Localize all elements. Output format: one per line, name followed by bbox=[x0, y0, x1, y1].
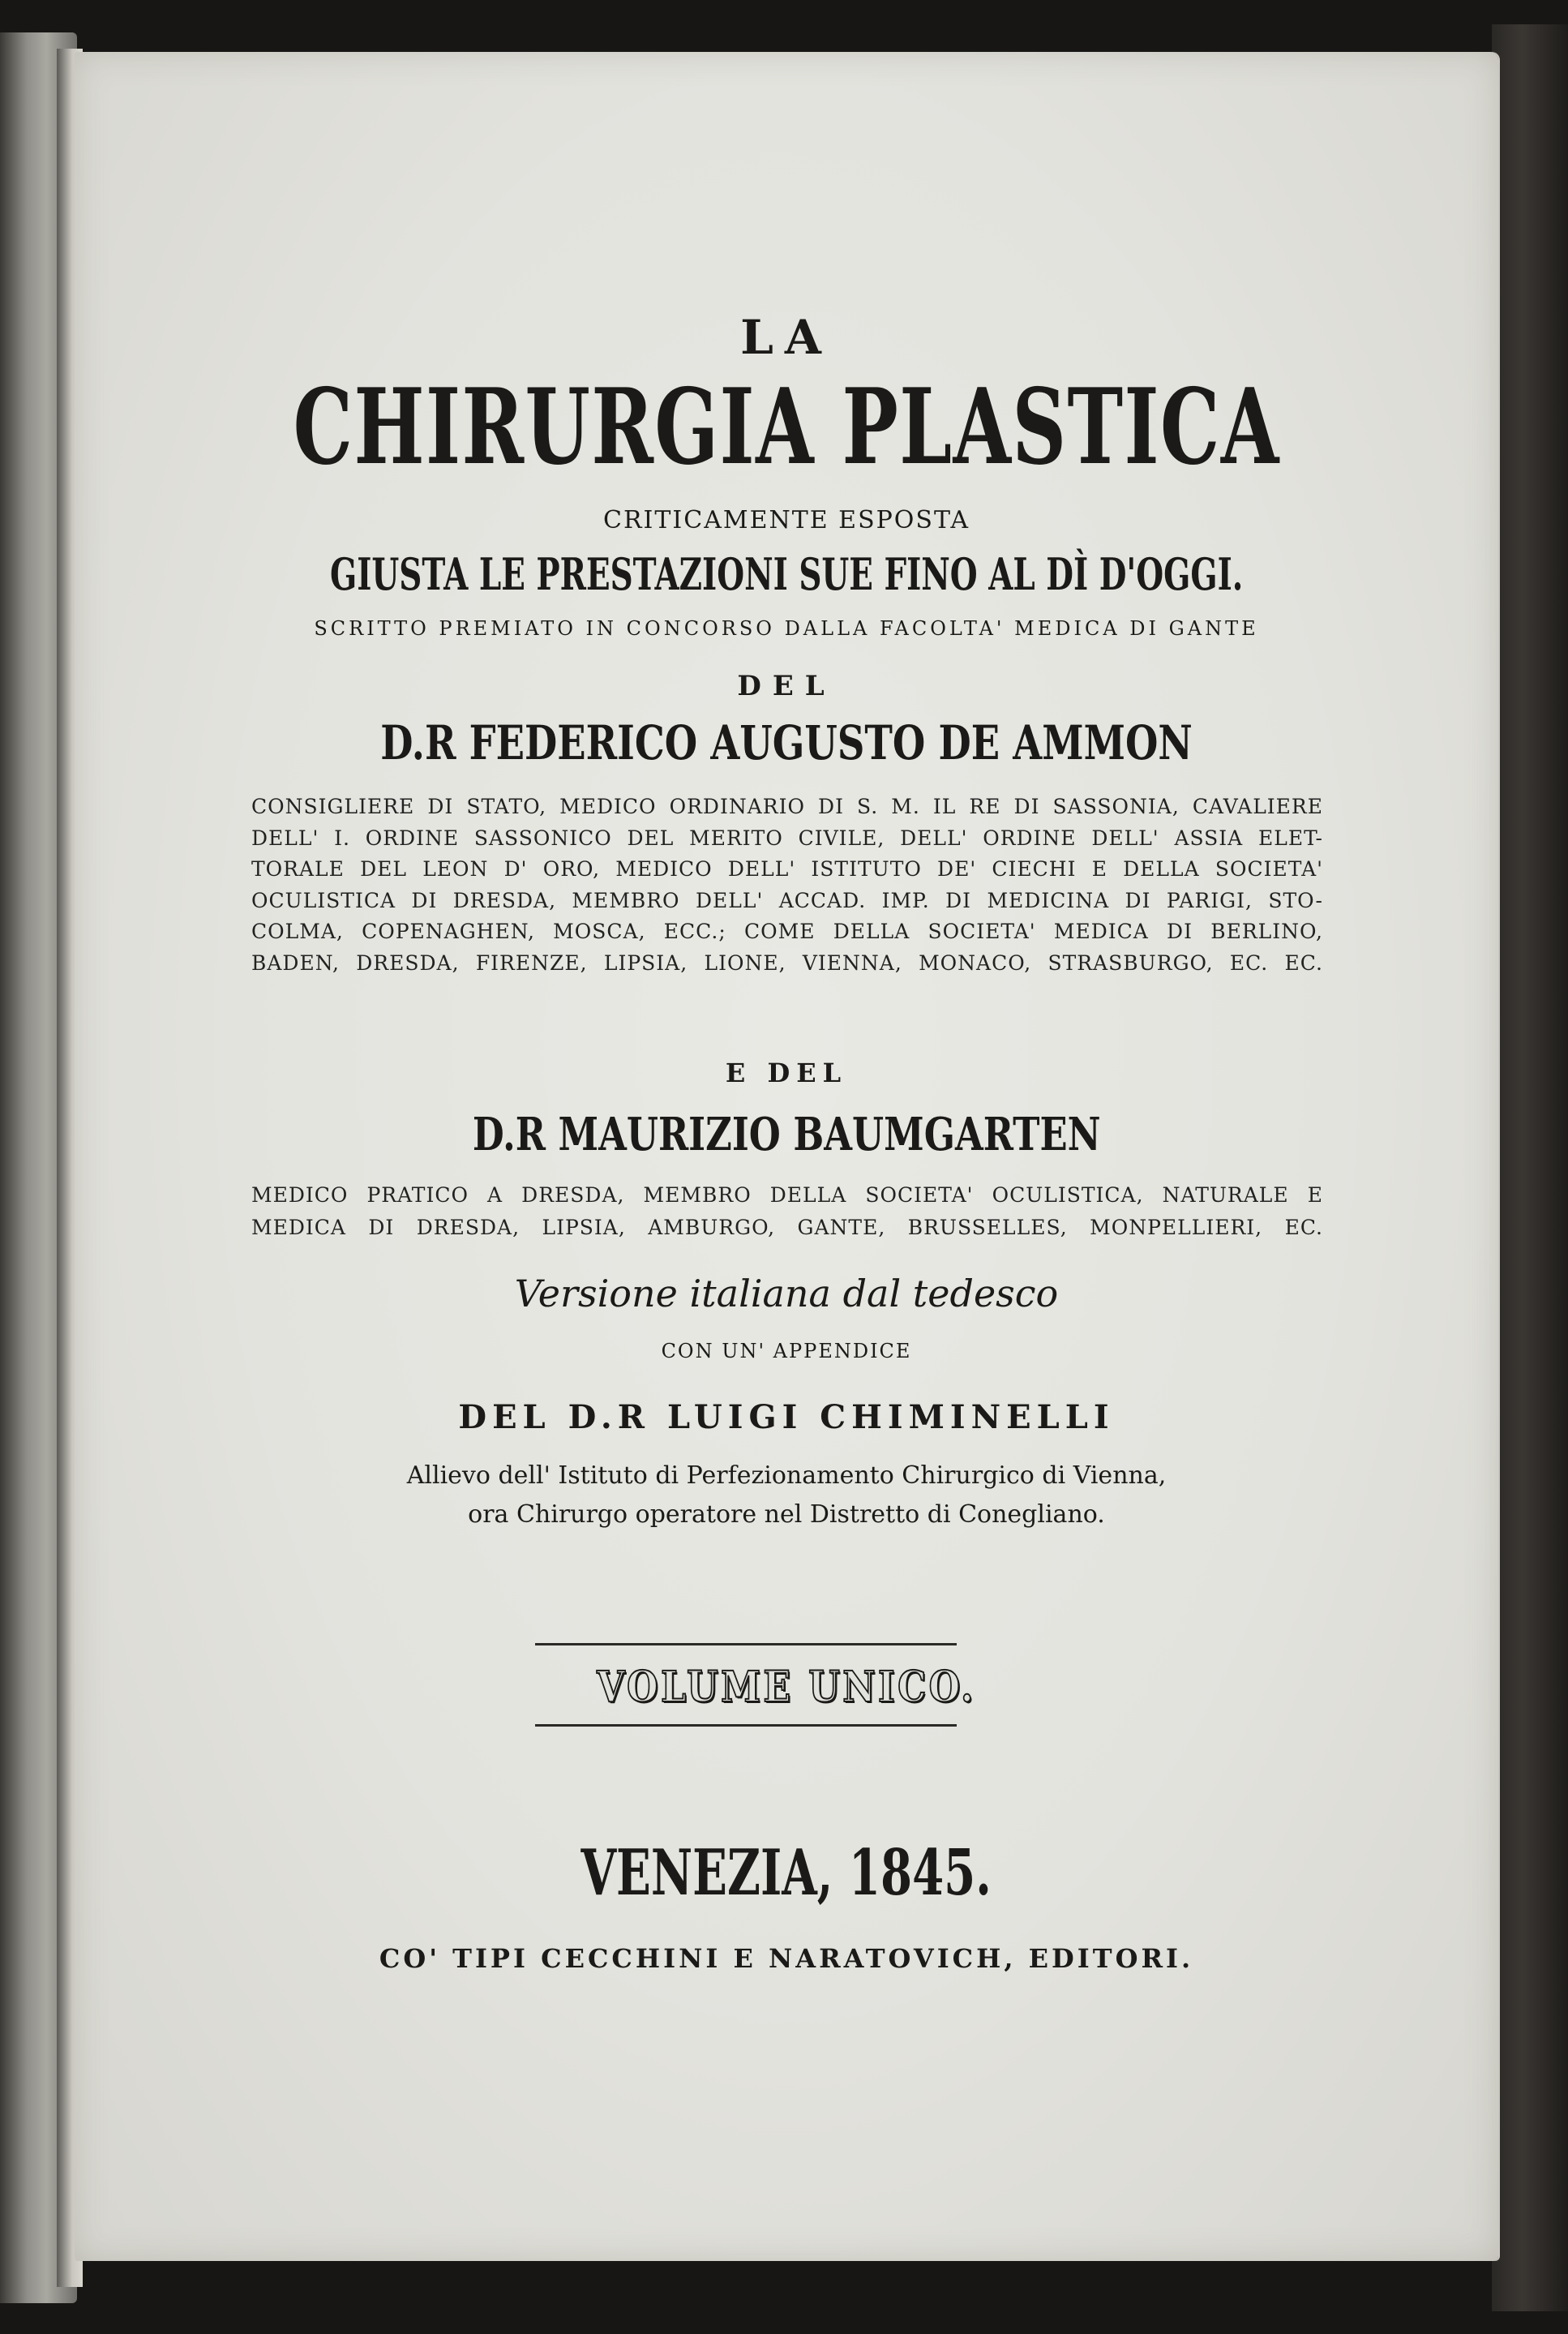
book-cover-edge bbox=[1492, 24, 1568, 2311]
subtitle-2: GIUSTA LE PRESTAZIONI SUE FINO AL DÌ D'OGGI. bbox=[329, 548, 1244, 600]
bottom-rule bbox=[535, 1724, 957, 1727]
author1-prefix: DEL bbox=[737, 670, 836, 702]
author1-credentials: CONSIGLIERE DI STATO, MEDICO ORDINARIO DI S. M. IL RE DI SASSONIA, CAVALIERE DELL' I. ORDINE SASSONICO DEL MERITO CIVILE, DELL' ORDINE DELL' ASSIA ELET- TORALE DEL LEON D' ORO, MEDICO DELL' ISTITUTO DE' CIECHI E DELLA SOCIETA' OCULISTICA DI DRESDA, MEMBRO DELL' ACCAD. IMP. DI MEDICINA DI PARIGI, STO- COLMA, COPENAGHEN, MOSCA, ECC.; COME DELLA SOCIETA' MEDICA DI BERLINO, BADEN, DRESDA, FIRENZE, LIPSIA, LIONE, VIENNA, MONACO, STRASBURGO, EC. EC. bbox=[251, 795, 1323, 975]
author2-prefix: E DEL bbox=[725, 1058, 848, 1088]
translator-info-1: Allievo dell' Istituto di Perfezionamento Chirurgico di Vienna, bbox=[406, 1461, 1167, 1490]
author2-credentials: MEDICO PRATICO A DRESDA, MEMBRO DELLA SOCIETA' OCULISTICA, NATURALE E MEDICA DI DRESDA, LIPSIA, AMBURGO, GANTE, BRUSSELLES, MONPELLIERI, EC. bbox=[251, 1183, 1323, 1239]
award-line: SCRITTO PREMIATO IN CONCORSO DALLA FACOLTA' MEDICA DI GANTE bbox=[314, 617, 1259, 640]
imprint-publisher: CO' TIPI CECCHINI E NARATOVICH, EDITORI. bbox=[379, 1943, 1194, 1974]
author1-name: D.R FEDERICO AUGUSTO DE AMMON bbox=[380, 715, 1193, 770]
top-rule bbox=[535, 1643, 957, 1645]
main-title: CHIRURGIA PLASTICA bbox=[293, 367, 1280, 488]
volume-label: VOLUME UNICO. bbox=[597, 1663, 976, 1712]
translator-name: DEL D.R LUIGI CHIMINELLI bbox=[458, 1398, 1115, 1436]
translation-note: Versione italiana dal tedesco bbox=[514, 1272, 1059, 1315]
subtitle-1: CRITICAMENTE ESPOSTA bbox=[602, 506, 970, 534]
title-article: LA bbox=[740, 310, 833, 365]
imprint-place-year: VENEZIA, 1845. bbox=[581, 1836, 992, 1910]
title-page bbox=[75, 52, 1498, 2261]
appendix-line: CON UN' APPENDICE bbox=[661, 1340, 912, 1362]
translator-info-2: ora Chirurgo operatore nel Distretto di Conegliano. bbox=[468, 1500, 1105, 1529]
author2-name: D.R MAURIZIO BAUMGARTEN bbox=[472, 1108, 1101, 1161]
